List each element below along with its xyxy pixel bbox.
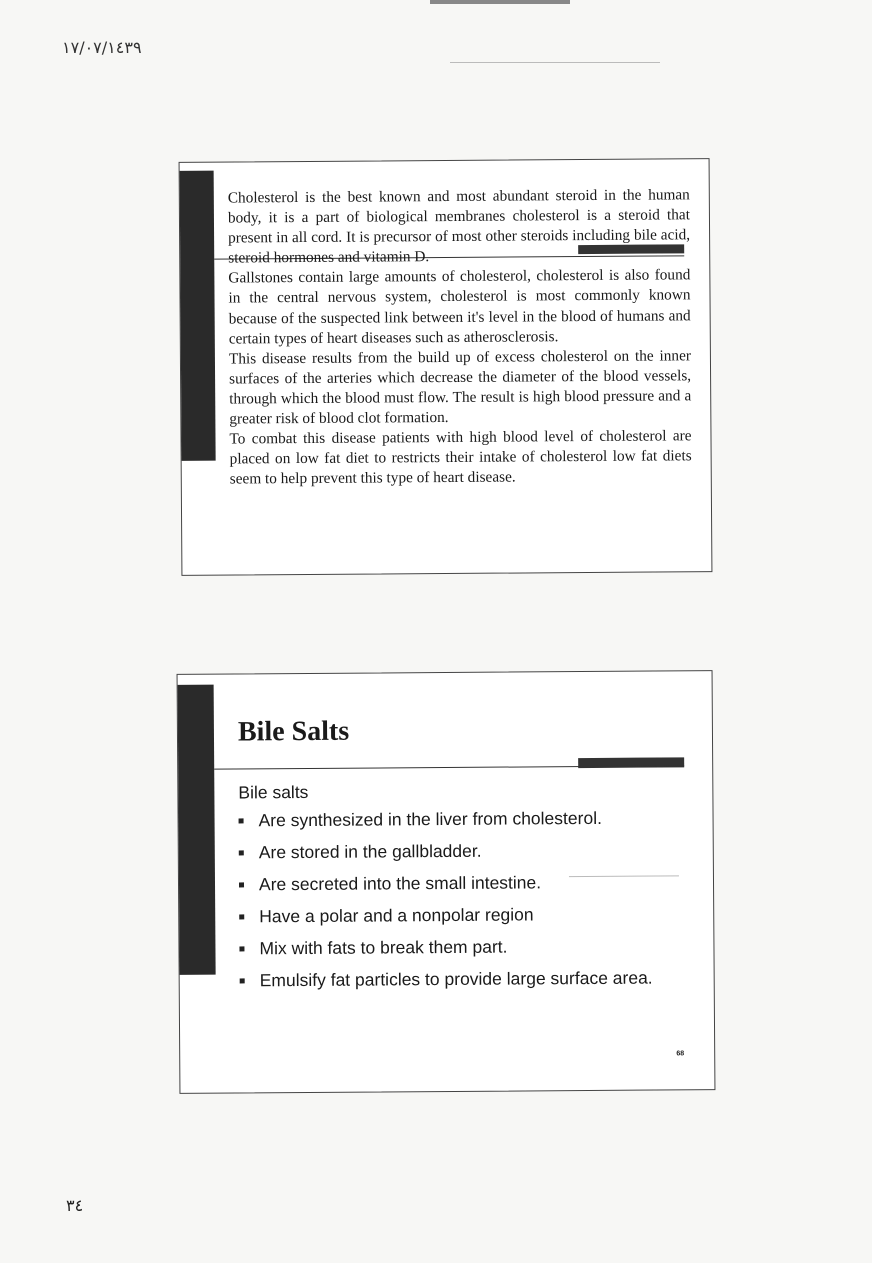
header-date: ١٧/٠٧/١٤٣٩ xyxy=(62,38,142,57)
slide-bile-salts xyxy=(177,670,716,1094)
paragraph-gallstones: Gallstones contain large amounts of cholesterol, cholesterol is also found in the central nervous system, cholesterol is most commonly known because of the suspected link between it's level in the blood of humans and certain types of heart diseases such as atherosclerosis. xyxy=(228,266,691,348)
bullet-square-icon xyxy=(239,946,244,951)
bullet-square-icon xyxy=(239,914,244,919)
bullet-list xyxy=(238,808,652,1003)
header-rule xyxy=(450,62,660,63)
bullet-square-icon xyxy=(240,978,245,983)
list-item: Are stored in the gallbladder. xyxy=(239,840,652,875)
list-item: Mix with fats to break them part. xyxy=(239,936,652,971)
page-number: ٣٤ xyxy=(66,1196,84,1215)
paragraph-intro: Cholesterol is the best known and most abundant steroid in the human body, it is a part of biological membranes cholesterol is a steroid that present in all cord. It is precursor of most other steroids including bile acid, steroid hormones and vitamin D. xyxy=(227,186,691,267)
slide-side-bar xyxy=(180,171,216,461)
paragraph-treatment: To combat this disease patients with high blood level of cholesterol are placed on low fat diet to restricts their intake of cholesterol low fat diets seem to help prevent this type of heart disease. xyxy=(229,427,692,488)
slide-cholesterol xyxy=(179,158,713,576)
bullet-square-icon xyxy=(239,850,244,855)
scan-artifact xyxy=(430,0,570,4)
slide-number: 68 xyxy=(676,1050,685,1058)
list-item: Are secreted into the small intestine. xyxy=(239,872,652,907)
slide-title: Bile Salts xyxy=(237,715,350,748)
paragraph-disease: This disease results from the build up of excess cholesterol on the inner surfaces of the arteries which decrease the diameter of the blood vessels, through which the blood must flow. The result is high blood pressure and a greater risk of blood clot formation. xyxy=(228,347,692,428)
list-item: Emulsify fat particles to provide large surface area. xyxy=(240,968,653,1003)
bullet-square-icon xyxy=(239,882,244,887)
bullet-square-icon xyxy=(239,818,244,823)
list-item: Are synthesized in the liver from cholesterol. xyxy=(238,808,651,843)
slide-body-text xyxy=(228,185,692,490)
slide-side-bar xyxy=(178,685,216,975)
slide-subheading: Bile salts xyxy=(238,781,309,803)
list-item: Have a polar and a nonpolar region xyxy=(239,904,652,939)
